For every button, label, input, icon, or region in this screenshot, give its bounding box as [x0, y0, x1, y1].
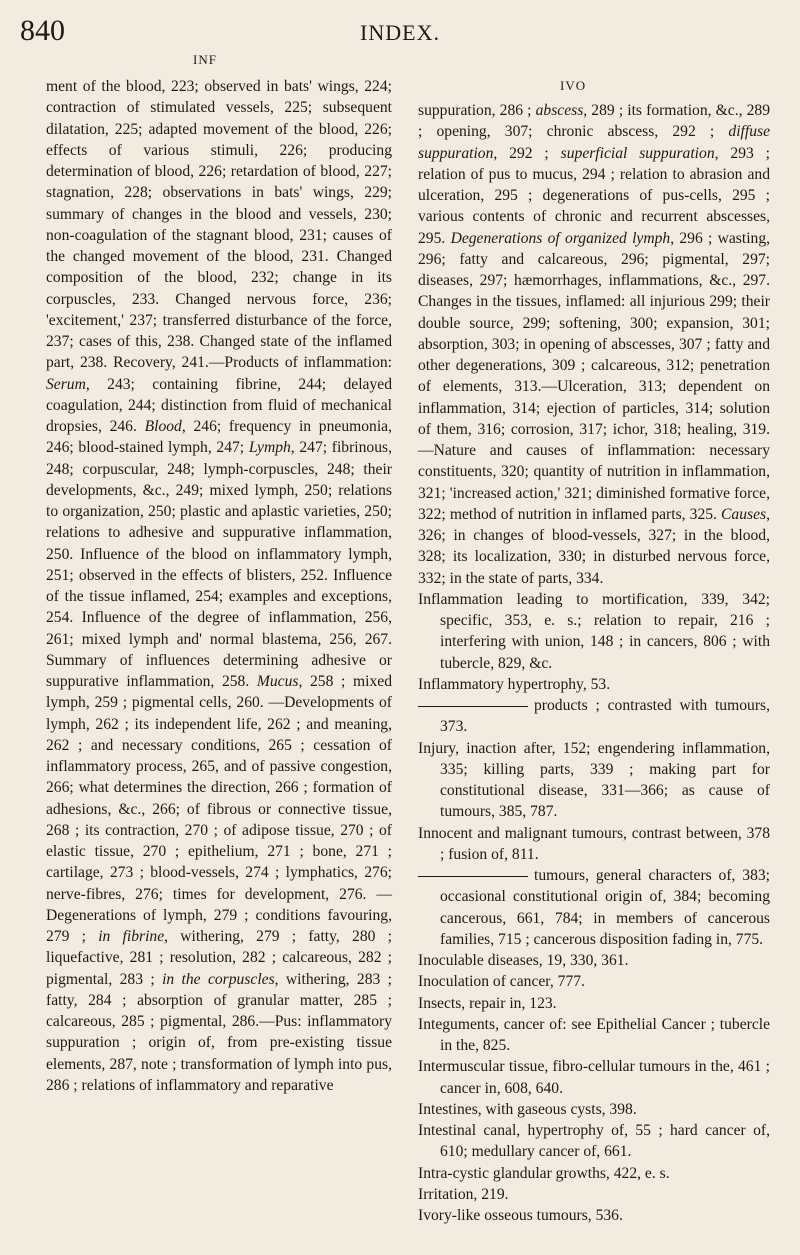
- right-column: [418, 100, 770, 1226]
- text-run: Innocent and malignant tumours, contrast between, 378 ; fusion of, 811.: [418, 824, 770, 863]
- text-run: , 246; frequency in pneumonia, 246; blood-stained lymph, 247;: [46, 418, 392, 457]
- text-run: ment of the blood, 223; observed in bats' wings, 224; contraction of stimulated vessels, 225; subsequent dilatation, 225; adapted movement of the blood, 226; effects of various stimuli, 226; producing determination of blood, 226; retardation of blood, 227; stagnation, 228; observations in bats' wings, 229; summary of changes in the blood and vessels, 230; non-coagulation of the stagnant blood, 231; causes of the changed movement of the blood, 231. Changed composition of the blood, 232; change in its corpuscles, 233. Changed nervous force, 236; 'excitement,' 237; transferred disturbance of the force, 237; cases of this, 238. Changed state of the inflamed part, 238. Recovery, 241.—Products of inflammation:: [46, 78, 392, 372]
- text-run: Intermuscular tissue, fibro-cellular tumours in the, 461 ; cancer in, 608, 640.: [418, 1058, 770, 1097]
- text-run: , withering, 283 ; fatty, 284 ; absorption of granular matter, 285 ; calcareous, 285 ; pigmental, 286.—Pus: inflammatory suppuration ; origin of, from pre-existing tissue elements, 287, note ; transformation of lymph into pus, 286 ; relations of inflammatory and reparative: [46, 970, 393, 1094]
- index-entry: [418, 738, 770, 823]
- text-run: Intra-cystic glandular growths, 422, e. s.: [418, 1164, 670, 1182]
- index-entry: [418, 993, 770, 1014]
- text-run: Injury, inaction after, 152; engendering inflammation, 335; killing parts, 339 ; making part for constitutional disease, 331—366; as cause of tumours, 385, 787.: [418, 739, 770, 821]
- left-column: [46, 76, 392, 1096]
- text-run: , 289 ; its formation, &c., 289 ; opening, 307; chronic abscess, 292 ;: [418, 102, 770, 141]
- italic-term: in fibrine: [98, 928, 165, 945]
- text-run: Inflammatory hypertrophy, 53.: [418, 675, 611, 693]
- text-run: Inflammation leading to mortification, 339, 342; specific, 353, e. s.; relation to repair, 216 ; interfering with union, 148 ; in cancers, 806 ; with tubercle, 829, &c.: [418, 590, 770, 672]
- italic-term: Mucus: [256, 673, 299, 690]
- italic-term: Serum: [46, 375, 86, 393]
- text-run: , 292 ;: [493, 144, 561, 162]
- text-run: suppuration, 286 ;: [418, 102, 536, 119]
- index-entry: [418, 950, 770, 971]
- index-entry: [418, 1120, 770, 1163]
- index-entry: [418, 695, 770, 738]
- ditto-rule: [418, 876, 528, 877]
- italic-term: superficial suppuration: [560, 144, 715, 162]
- text-run: , 296 ; wasting, 296; fatty and calcareous, 296; pigmental, 297; diseases, 297; hæmorrhages, inflammations, &c., 297. Changes in the tissues, inflamed: all injurious 299; their double source, 299; softening, 300; expansion, 301; absorption, 303; in opening of abscesses, 307 ; fatty and other degenerations, 309 ; calcareous, 312; penetration of elements, 313.—Ulceration, 313; dependent on inflammation, 314; ejection of particles, 314; solution of them, 316; corrosion, 317; ichor, 318; healing, 319.—Nature and causes of inflammation: necessary constituents, 320; quantity of nutrition in inflammation, 321; 'increased action,' 321; diminished formative force, 322; method of nutrition in inflamed parts, 325.: [418, 229, 771, 523]
- text-run: Intestines, with gaseous cysts, 398.: [418, 1100, 637, 1118]
- italic-term: Causes: [721, 505, 767, 523]
- index-entry: [418, 971, 770, 992]
- index-entry: [418, 865, 770, 950]
- text-run: , 326; in changes of blood-vessels, 327; in the blood, 328; its localization, 330; in disturbed nervous force, 332; in the state of parts, 334.: [418, 505, 770, 587]
- text-run: , 258 ; mixed lymph, 259 ; pigmental cells, 260. —Developments of lymph, 262 ; its independent life, 262 ; and meaning, 262 ; and necessary conditions, 265 ; cessation of inflammatory process, 265, and of passive congestion, 266; what determines the direction, 266 ; formation of adhesions, &c., 266; of fibrous or connective tissue, 268 ; its contraction, 270 ; of adipose tissue, 270 ; of elastic tissue, 270 ; epithelium, 271 ; bone, 271 ; cartilage, 273 ; blood-vessels, 274 ; lymphatics, 276; nerve-fibres, 276; times for development, 276. — Degenerations of lymph, 279 ; conditions favouring, 279 ;: [46, 673, 392, 945]
- text-run: Inoculation of cancer, 777.: [418, 973, 585, 991]
- italic-term: abscess: [535, 102, 584, 119]
- text-run: , withering, 279 ; fatty, 280 ; liquefactive, 281 ; resolution, 282 ; calcareous, 282 ; pigmental, 283 ;: [46, 928, 392, 988]
- index-entry: [418, 823, 770, 866]
- left-continuation: [46, 76, 392, 1096]
- text-run: Integuments, cancer of: see Epithelial Cancer ; tubercle in the, 825.: [418, 1015, 770, 1054]
- index-entry: [418, 1056, 770, 1099]
- italic-term: diffuse suppuration: [418, 123, 770, 162]
- index-entry: [418, 1099, 770, 1120]
- page-number: 840: [20, 14, 65, 47]
- index-entry: [418, 589, 770, 674]
- left-column-heading: INF: [193, 52, 217, 67]
- running-head: INDEX.: [360, 20, 440, 45]
- index-entry: [418, 1014, 770, 1057]
- text-run: products ; contrasted with tumours, 373.: [440, 697, 770, 736]
- index-entry: [418, 1184, 770, 1205]
- text-run: , 243; containing fibrine, 244; delayed coagulation, 244; distinction from fluid of mechanical dropsies, 246.: [46, 375, 392, 435]
- index-entries: [418, 589, 770, 1227]
- text-run: Insects, repair in, 123.: [418, 994, 557, 1012]
- text-run: tumours, general characters of, 383; occasional constitutional origin of, 384; becoming cancerous, 661, 784; in members of cancerous families, 715 ; cancerous disposition fading in, 775.: [440, 867, 770, 948]
- italic-term: Lymph: [248, 439, 291, 457]
- text-run: Ivory-like osseous tumours, 536.: [418, 1207, 623, 1224]
- italic-term: Blood: [144, 418, 182, 435]
- text-run: Inoculable diseases, 19, 330, 361.: [418, 952, 629, 969]
- italic-term: Degenerations of organized lymph: [450, 229, 671, 247]
- text-run: , 247; fibrinous, 248; corpuscular, 248; lymph-corpuscles, 248; their developments, &c., 249; mixed lymph, 250; relations to organization, 250; plastic and aplastic varieties, 250; relations to adhesive and suppurative inflammation, 250. Influence of the blood on inflammatory lymph, 251; observed in the effects of blisters, 252. Influence of the tissue inflamed, 254; examples and exceptions, 254. Influence of the degree of inflammation, 256, 261; mixed lymph and' normal blastema, 256, 267. Summary of influences determining adhesive or suppurative inflammation, 258.: [46, 439, 392, 690]
- right-column-heading: IVO: [560, 78, 587, 93]
- right-continuation: [418, 100, 770, 589]
- text-run: , 293 ; relation of pus to mucus, 294 ; relation to abrasion and ulceration, 295 ; degenerations of pus-cells, 295 ; various contents of chronic and recurrent abscesses, 295.: [418, 144, 771, 247]
- text-run: Intestinal canal, hypertrophy of, 55 ; hard cancer of, 610; medullary cancer of, 661.: [418, 1122, 770, 1161]
- text-run: Irritation, 219.: [418, 1185, 509, 1203]
- italic-term: in the corpuscles: [162, 970, 275, 988]
- ditto-rule: [418, 706, 528, 707]
- index-entry: [418, 674, 770, 695]
- index-entry: [418, 1163, 770, 1184]
- index-entry: [418, 1205, 770, 1226]
